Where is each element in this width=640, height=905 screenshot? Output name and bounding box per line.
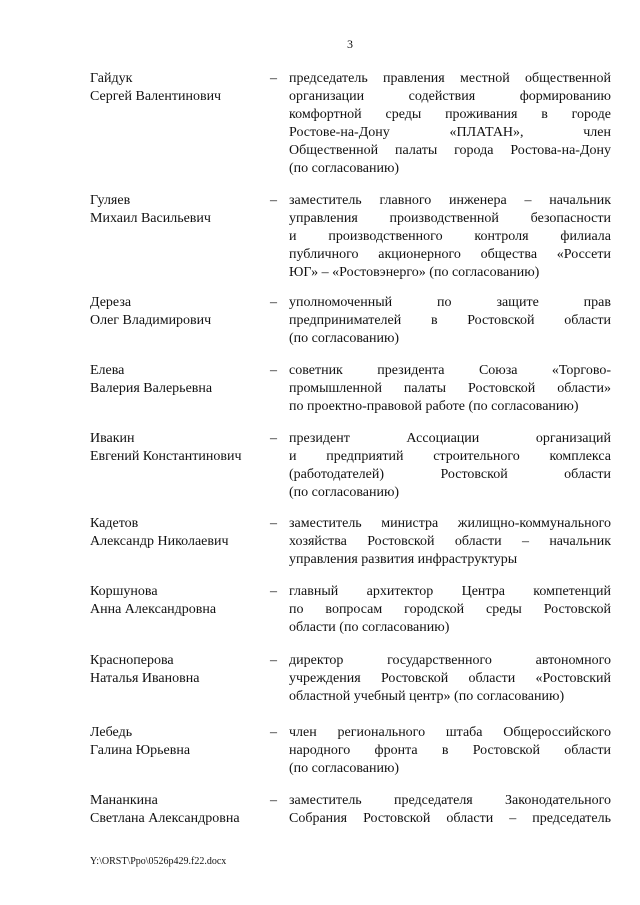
member-position bbox=[289, 430, 611, 502]
position-line: областной учебный центр» (по согласованию) bbox=[289, 689, 565, 704]
member-surname: Елева bbox=[90, 363, 125, 378]
member-given-names: Сергей Валентинович bbox=[90, 89, 222, 104]
member-given-names: Евгений Константинович bbox=[90, 449, 242, 464]
member-surname: Мананкина bbox=[90, 793, 158, 808]
dash-separator: – bbox=[270, 71, 277, 86]
position-line: уполномоченный по защите прав bbox=[289, 295, 611, 310]
member-position bbox=[289, 652, 611, 706]
member-name bbox=[90, 515, 270, 551]
member-name bbox=[90, 430, 270, 466]
member-position bbox=[289, 192, 611, 282]
member-given-names: Анна Александровна bbox=[90, 602, 217, 617]
position-line: области (по согласованию) bbox=[289, 620, 450, 635]
position-line: (по согласованию) bbox=[289, 485, 400, 500]
member-surname: Лебедь bbox=[90, 725, 133, 740]
position-line: председатель правления местной общественной bbox=[289, 71, 611, 86]
member-surname: Дереза bbox=[90, 295, 132, 310]
member-position bbox=[289, 792, 611, 828]
dash-separator: – bbox=[270, 363, 277, 378]
position-line: советник президента Союза «Торгово- bbox=[289, 363, 611, 378]
dash-separator: – bbox=[270, 295, 277, 310]
member-name bbox=[90, 70, 270, 106]
member-name bbox=[90, 792, 270, 828]
page-number: 3 bbox=[347, 37, 353, 51]
member-given-names: Михаил Васильевич bbox=[90, 211, 211, 226]
member-position bbox=[289, 70, 611, 178]
position-line: (по согласованию) bbox=[289, 161, 400, 176]
member-position bbox=[289, 294, 611, 348]
position-line: комфортной среды проживания в городе bbox=[289, 107, 611, 122]
member-given-names: Александр Николаевич bbox=[90, 534, 229, 549]
member-name bbox=[90, 362, 270, 398]
member-position bbox=[289, 515, 611, 569]
position-line: главный архитектор Центра компетенций bbox=[289, 584, 611, 599]
position-line: управления производственной безопасности bbox=[289, 211, 611, 226]
position-line: народного фронта в Ростовской области bbox=[289, 743, 611, 758]
member-position bbox=[289, 362, 611, 416]
member-given-names: Наталья Ивановна bbox=[90, 671, 200, 686]
position-line: по вопросам городской среды Ростовской bbox=[289, 602, 611, 617]
member-name bbox=[90, 652, 270, 688]
position-line: (по согласованию) bbox=[289, 331, 400, 346]
position-line: учреждения Ростовской области «Ростовский bbox=[289, 671, 611, 686]
position-line: организации содействия формированию bbox=[289, 89, 611, 104]
member-surname: Кадетов bbox=[90, 516, 139, 531]
position-line: (работодателей) Ростовской области bbox=[289, 467, 611, 482]
position-line: публичного акционерного общества «Россети bbox=[289, 247, 611, 262]
position-line: заместитель министра жилищно-коммунального bbox=[289, 516, 611, 531]
member-surname: Гуляев bbox=[90, 193, 131, 208]
dash-separator: – bbox=[270, 193, 277, 208]
dash-separator: – bbox=[270, 584, 277, 599]
member-position bbox=[289, 583, 611, 637]
member-surname: Коршунова bbox=[90, 584, 158, 599]
member-name bbox=[90, 583, 270, 619]
member-name bbox=[90, 192, 270, 228]
position-line: (по согласованию) bbox=[289, 761, 400, 776]
position-line: заместитель главного инженера – начальник bbox=[289, 193, 611, 208]
position-line: заместитель председателя Законодательного bbox=[289, 793, 611, 808]
member-position bbox=[289, 724, 611, 778]
member-surname: Гайдук bbox=[90, 71, 133, 86]
position-line: Ростове-на-Дону «ПЛАТАН», член bbox=[289, 125, 611, 140]
dash-separator: – bbox=[270, 725, 277, 740]
position-line: член регионального штаба Общероссийского bbox=[289, 725, 611, 740]
member-surname: Ивакин bbox=[90, 431, 135, 446]
member-given-names: Валерия Валерьевна bbox=[90, 381, 213, 396]
position-line: ЮГ» – «Ростовэнерго» (по согласованию) bbox=[289, 265, 540, 280]
position-line: промышленной палаты Ростовской области» bbox=[289, 381, 611, 396]
member-given-names: Галина Юрьевна bbox=[90, 743, 191, 758]
dash-separator: – bbox=[270, 793, 277, 808]
dash-separator: – bbox=[270, 653, 277, 668]
member-name bbox=[90, 294, 270, 330]
position-line: предпринимателей в Ростовской области bbox=[289, 313, 611, 328]
member-given-names: Светлана Александровна bbox=[90, 811, 240, 826]
position-line: Общественной палаты города Ростова-на-Дону bbox=[289, 143, 611, 158]
position-line: Собрания Ростовской области – председатель bbox=[289, 811, 611, 826]
dash-separator: – bbox=[270, 516, 277, 531]
dash-separator: – bbox=[270, 431, 277, 446]
document-file-path: Y:\ORST\Ppo\0526p429.f22.docx bbox=[90, 856, 227, 867]
member-surname: Красноперова bbox=[90, 653, 174, 668]
position-line: и предприятий строительного комплекса bbox=[289, 449, 611, 464]
position-line: управления развития инфраструктуры bbox=[289, 552, 518, 567]
position-line: и производственного контроля филиала bbox=[289, 229, 611, 244]
position-line: хозяйства Ростовской области – начальник bbox=[289, 534, 611, 549]
member-name bbox=[90, 724, 270, 760]
position-line: по проектно-правовой работе (по согласованию) bbox=[289, 399, 579, 414]
position-line: президент Ассоциации организаций bbox=[289, 431, 611, 446]
member-given-names: Олег Владимирович bbox=[90, 313, 212, 328]
position-line: директор государственного автономного bbox=[289, 653, 611, 668]
